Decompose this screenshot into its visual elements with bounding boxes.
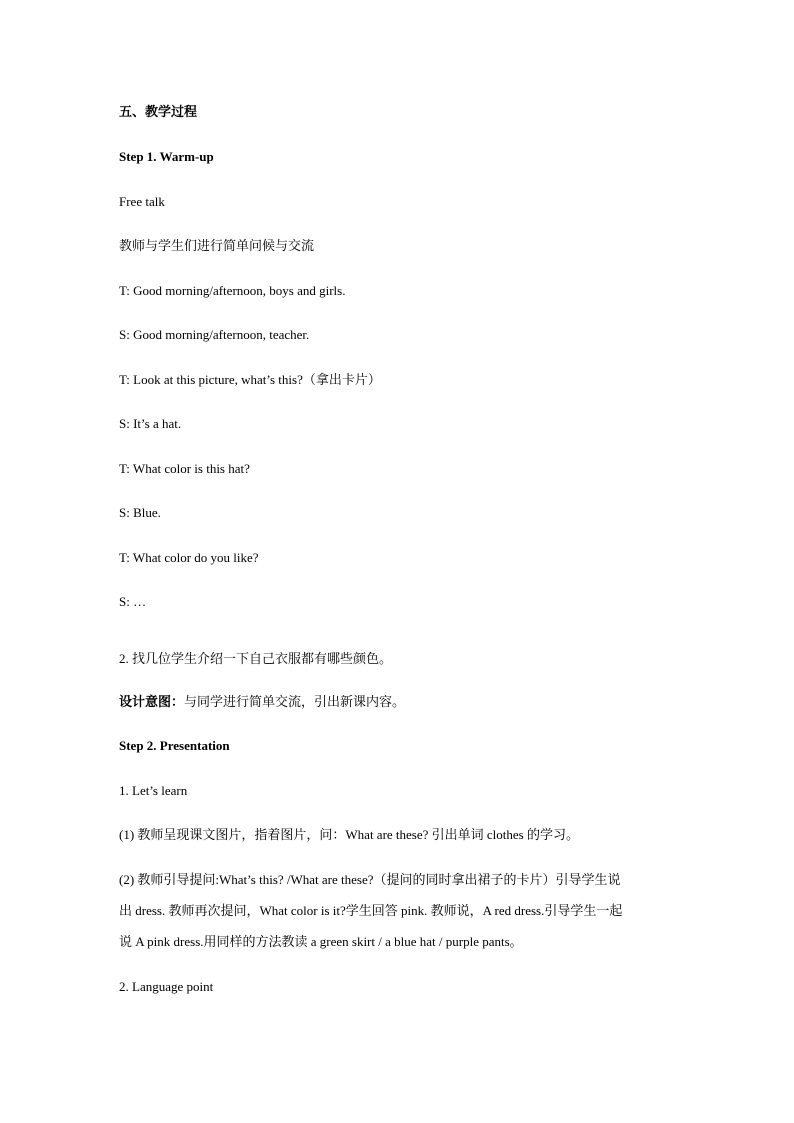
section-heading: 五、教学过程 bbox=[119, 104, 198, 119]
step1-intro: 教师与学生们进行简单问候与交流 bbox=[119, 238, 315, 253]
dialogue-line: T: Good morning/afternoon, boys and girls. bbox=[119, 283, 346, 298]
step2-item2-line: 说 A pink dress.用同样的方法教读 a green skirt / a blue hat / purple pants。 bbox=[119, 934, 523, 949]
dialogue-line: S: … bbox=[119, 594, 147, 609]
dialogue-line: T: Look at this picture, what’s this?（拿出卡片） bbox=[119, 372, 381, 387]
design-intent bbox=[119, 694, 405, 710]
step2-item1: (1) 教师呈现课文图片，指着图片，问：What are these? 引出单词 clothes 的学习。 bbox=[119, 827, 579, 842]
free-talk-label: Free talk bbox=[119, 194, 165, 209]
design-intent-text: 与同学进行简单交流，引出新课内容。 bbox=[184, 694, 406, 709]
step1-task2: 2. 找几位学生介绍一下自己衣服都有哪些颜色。 bbox=[119, 651, 393, 666]
dialogue-line: T: What color do you like? bbox=[119, 550, 259, 565]
design-intent-label: 设计意图： bbox=[119, 694, 185, 709]
dialogue-line: S: It’s a hat. bbox=[119, 416, 182, 431]
step1-heading: Step 1. Warm-up bbox=[119, 149, 214, 164]
dialogue-line: T: What color is this hat? bbox=[119, 461, 250, 476]
lets-learn-label: 1. Let’s learn bbox=[119, 783, 188, 798]
dialogue-line: S: Good morning/afternoon, teacher. bbox=[119, 327, 310, 342]
step2-item2-line: (2) 教师引导提问:What’s this? /What are these?（提问的同时拿出裙子的卡片）引导学生说 bbox=[119, 872, 621, 887]
step2-heading: Step 2. Presentation bbox=[119, 738, 230, 753]
step2-item2-line: 出 dress. 教师再次提问，What color is it?学生回答 pink. 教师说，A red dress.引导学生一起 bbox=[119, 903, 623, 918]
language-point-label: 2. Language point bbox=[119, 979, 214, 994]
dialogue-line: S: Blue. bbox=[119, 505, 161, 520]
